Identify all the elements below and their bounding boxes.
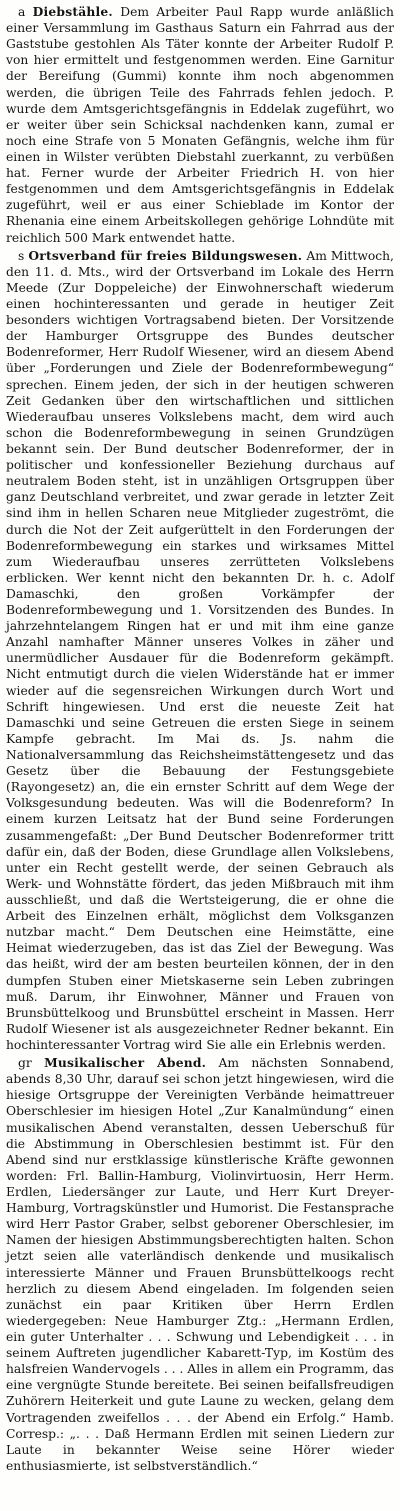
article-paragraph [6,1055,394,1474]
article-tag: gr [18,1056,32,1071]
article-paragraph [6,248,394,1053]
article-headline: Musikalischer Abend. [44,1055,207,1071]
article-body: Am Mittwoch, den 11. d. Mts., wird der Ortsverband im Lokale des Herrn Meede (Zur Doppeleiche) der Einwohnerschaft wiederum einen hochinteressanten und gerade in heutiger Zeit besonders wichtigen Vortragsabend bieten. Der Vorsitzende der Hamburger Ortsgruppe des Bundes deutscher Bodenreformer, Herr Rudolf Wiesener, wird an diesem Abend über „Forderungen und Ziele der Bodenreformbewegung“ sprechen. Einem jeden, der sich in der heutigen schweren Zeit Gedanken über den wirtschaftlichen und sittlichen Wiederaufbau unseres Volkslebens macht, dem wird auch schon die Bodenreformbewegung in seinen Grundzügen bekannt sein. Der Bund deutscher Bodenreformer, der in politischer und konfessioneller Beziehung durchaus auf neutralem Boden steht, ist in unzähligen Ortsgruppen über ganz Deutschland verbreitet, und zwar gerade in letzter Zeit sind ihm in hellen Scharen neue Mitglieder zugeströmt, die durch die Not der Zeit aufgerüttelt in den Forderungen der Bodenreformbewegung ein starkes und wirksames Mittel zum Wiederaufbau unseres zerrütteten Volkslebens erblicken. Wer kennt nicht den bekannten Dr. h. c. Adolf Damaschki, den großen Vorkämpfer der Bodenreformbewegung und 1. Vorsitzenden des Bundes. In jahrzehntelangem Ringen hat er und mit ihm eine ganze Anzahl namhafter Männer unseres Volkes in zäher und unermüdlicher Ausdauer für die Bodenreform gekämpft. Nicht entmutigt durch die vielen Widerstände hat er immer wieder auf die segensreichen Wirkungen durch Wort und Schrift hingewiesen. Und erst die neueste Zeit hat Damaschki und seine Getreuen die ersten Siege in seinem Kampfe gebracht. Im Mai ds. Js. nahm die Nationalversammlung das Reichsheimstättengesetz und das Gesetz über die Bebauung der Festungsgebiete (Rayongesetz) an, die ein ernster Schritt auf dem Wege der Volksgesundung bedeuten. Was will die Bodenreform? In einem kurzen Leitsatz hat der Bund seine Forderungen zusammengefaßt: „Der Bund Deutscher Bodenreformer tritt dafür ein, daß der Boden, diese Grundlage allen Volkslebens, unter ein Recht gestellt werde, der seinen Gebrauch als Werk- und Wohnstätte fördert, das jeden Mißbrauch mit ihm ausschließt, und daß die Wertsteigerung, die er ohne die Arbeit des Einzelnen erhält, möglichst dem Volksganzen nutzbar macht.“ Dem Deutschen eine Heimstätte, eine Heimat wiederzugeben, das ist das Ziel der Bewegung. Was das heißt, wird der am besten beurteilen können, der in den dumpfen Stuben einer Mietskaserne sein Leben zubringen muß. Darum, ihr Einwohner, Männer und Frauen von Brunsbüttelkoog und Brunsbüttel erscheint in Massen. Herr Rudolf Wiesener ist als ausgezeichneter Redner bekannt. Ein hochinteressanter Vortrag wird Sie alle ein Erlebnis werden. [6,248,394,1052]
article-tag: a [18,5,26,19]
article-headline: Diebstähle. [32,4,113,19]
article-musical-evening [6,1055,394,1474]
article-body: Dem Arbeiter Paul Rapp wurde anläßlich einer Versammlung im Gasthaus Saturn ein Fahrrad aus der Gaststube gestohlen Als Täter konnte der Arbeiter Rudolf P. von hier ermittelt und festgenommen werden. Eine Garnitur der Bereifung (Gummi) konnte ihm noch abgenommen werden, die übrigen Teile des Fahrrads fehlen jedoch. P. wurde dem Amtsgerichtsgefängnis in Eddelak zugeführt, wo er weiter über sein Schicksal nachdenken kann, zumal er noch eine Strafe von 5 Monaten Gefängnis, welche ihm für einen in Wilster verübten Diebstahl zuerkannt, zu verbüßen hat. Ferner wurde der Arbeiter Friedrich H. von hier festgenommen und dem Amtsgerichtsgefängnis in Eddelak zugeführt, weil er aus einer Schieblade im Kontor der Rhenania eine einem Arbeitskollegen gehörige Lohndüte mit reichlich 500 Mark entwendet hatte. [6,5,394,245]
article-paragraph [6,4,394,246]
article-education-association [6,248,394,1053]
article-body: Am nächsten Sonnabend, abends 8,30 Uhr, darauf sei schon jetzt hingewiesen, wird die hiesige Ortsgruppe der Vereinigten Verbände heimattreuer Oberschlesier im hiesigen Hotel „Zur Kanalmündung“ einen musikalischen Abend veranstalten, dessen Ueberschuß für die Abstimmung in Oberschlesien bestimmt ist. Für den Abend sind nur erstklassige künstlerische Kräfte gewonnen worden: Frl. Ballin-Hamburg, Violinvirtuosin, Herr Herm. Erdlen, Liedersänger zur Laute, und Herr Kurt Dreyer-Hamburg, Vortragskünstler und Humorist. Die Festansprache wird Herr Pastor Graber, selbst geborener Oberschlesier, im Namen der hiesigen Abstimmungsberechtigten halten. Schon jetzt seien alle vaterländisch denkende und musikalisch interessierte Männer und Frauen Brunsbüttelkoogs recht herzlich zu diesem Abend eingeladen. Im folgenden seien zunächst ein paar Kritiken über Herrn Erdlen wiedergegeben: Neue Hamburger Ztg.: „Hermann Erdlen, ein guter Unterhalter . . . Schwung und Lebendigkeit . . . in seinem Auftreten jugendlicher Kabarett-Typ, im Kostüm des halsfreien Wandervogels . . . Alles in allem ein Programm, das eine vergnügte Stunde bereitete. Bei seinen beifallsfreudigen Zuhörern Heiterkeit und gute Laune zu wecken, gelang dem Vortragenden zweifellos . . . der Abend ein Erfolg.“ Hamb. Corresp.: „. . . Daß Hermann Erdlen mit seinen Liedern zur Laute in bekannter Weise seine Hörer wieder enthusiasmierte, ist selbstverständlich.“ [6,1056,394,1473]
article-headline: Ortsverband für freies Bildungswesen. [28,247,303,263]
article-tag: s [18,248,25,263]
article-theft [6,4,394,246]
